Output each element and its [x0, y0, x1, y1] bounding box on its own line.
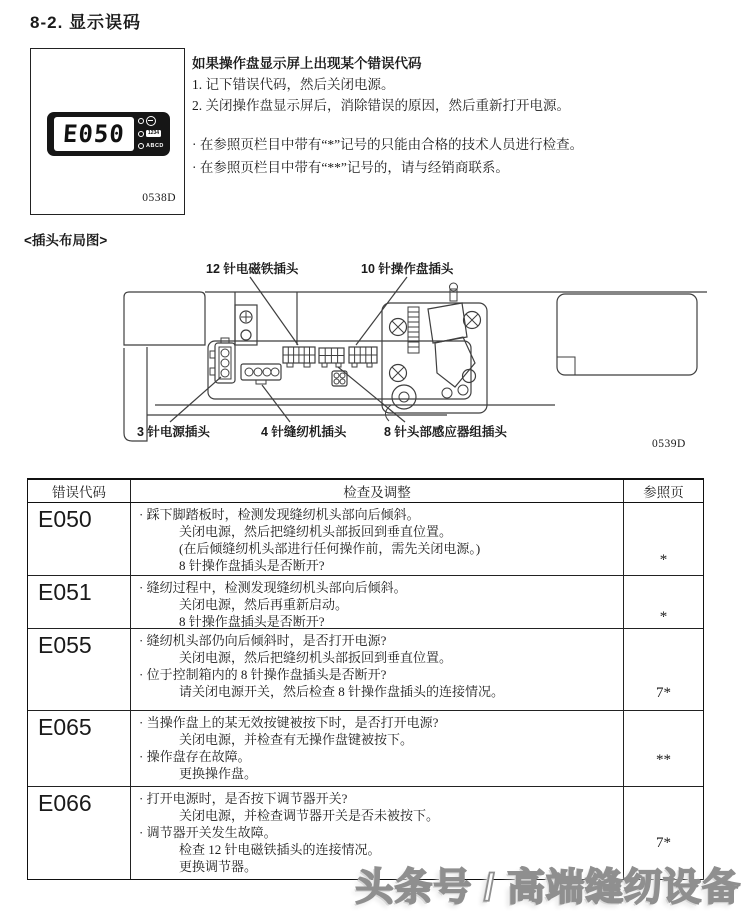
check-line: 更换调节器。	[179, 859, 258, 874]
abcd-label: ABCD	[146, 143, 164, 149]
intro-heading: 如果操作盘显示屏上出现某个错误代码	[192, 56, 422, 71]
check-line: 关闭电源，并检查调节器开关是否未被按下。	[179, 808, 440, 823]
led-dot-icon	[138, 131, 144, 137]
check-line: · 打开电源时，是否按下调节器开关?	[139, 791, 348, 806]
table-row	[28, 711, 703, 788]
error-code: E065	[28, 711, 131, 787]
check-line: · 当操作盘上的某无效按键被按下时，是否打开电源?	[139, 714, 439, 730]
check-cell	[131, 629, 624, 710]
panel-indicators	[138, 116, 168, 151]
step-item: 1. 记下错误代码，然后关闭电源。	[192, 77, 395, 92]
ref-mark: **	[656, 752, 671, 768]
timer-icon	[146, 116, 156, 126]
check-line: · 位于控制箱内的 8 针操作盘插头是否断开?	[139, 667, 387, 682]
error-code: E051	[28, 576, 131, 630]
error-code: E066	[28, 787, 131, 879]
led-dot-icon	[138, 143, 144, 149]
check-line: 关闭电源，然后把缝纫机头部扳回到垂直位置。	[179, 650, 453, 665]
label-12pin-solenoid-connector: 12 针电磁铁插头	[206, 262, 299, 276]
label-8pin-sensor-connector: 8 针头部感应器组插头	[384, 425, 507, 439]
table-row	[28, 576, 703, 630]
check-line: 请关闭电源开关，然后检查 8 针操作盘插头的连接情况。	[179, 684, 505, 699]
led-dot-icon	[138, 118, 144, 124]
check-line: 关闭电源，然后把缝纫机头部扳回到垂直位置。	[179, 524, 453, 539]
check-cell	[131, 503, 624, 575]
error-code-table	[27, 478, 704, 880]
operation-panel	[47, 112, 170, 156]
check-line: 关闭电源，并检查有无操作盘键被按下。	[179, 731, 414, 747]
header-ref-page: 参照页	[643, 485, 684, 500]
check-line: 8 针操作盘插头是否断开?	[179, 613, 325, 629]
figure-number: 0538D	[142, 192, 176, 204]
indicator-row	[138, 116, 168, 126]
watermark: 头条号 / 高端缝纫设备	[355, 867, 741, 909]
check-line: · 缝纫过程中，检测发现缝纫机头部向后倾斜。	[139, 579, 407, 595]
check-line: · 操作盘存在故障。	[139, 748, 251, 764]
check-line: 检查 12 针电磁铁插头的连接情况。	[179, 842, 381, 857]
led-display	[54, 117, 134, 151]
check-line: 更换操作盘。	[179, 765, 258, 781]
figure-number: 0539D	[652, 438, 686, 450]
check-cell	[131, 576, 624, 630]
step-item: 2. 关闭操作盘显示屏后，消除错误的原因，然后重新打开电源。	[192, 98, 570, 113]
error-code: E055	[28, 629, 131, 710]
note-item: · 在参照页栏目中带有“**”记号的，请与经销商联系。	[192, 160, 509, 175]
ref-mark: 7*	[656, 684, 671, 701]
numeric-badge: 1234	[147, 130, 160, 136]
check-cell	[131, 711, 624, 787]
check-line: · 调节器开关发生故障。	[139, 825, 277, 840]
page-title: 8-2. 显示误码	[30, 13, 142, 32]
table-row	[28, 503, 703, 576]
check-line: 8 针操作盘插头是否断开?	[179, 558, 325, 573]
check-line: · 踩下脚踏板时，检测发现缝纫机头部向后倾斜。	[139, 507, 420, 522]
check-line: · 缝纫机头部仍向后倾斜时，是否打开电源?	[139, 633, 387, 648]
diagram-heading: <插头布局图>	[24, 233, 108, 248]
table-header-row	[28, 480, 703, 503]
label-3pin-power-connector: 3 针电源插头	[137, 425, 210, 439]
error-code: E050	[28, 503, 131, 575]
label-10pin-panel-connector: 10 针操作盘插头	[361, 262, 454, 276]
table-row	[28, 629, 703, 711]
ref-mark: *	[659, 608, 668, 625]
error-code-readout: E050	[62, 120, 126, 148]
ref-mark: *	[659, 551, 668, 568]
header-error-code: 错误代码	[28, 480, 131, 502]
indicator-row	[138, 129, 168, 139]
label-4pin-machine-connector: 4 针缝纫机插头	[261, 425, 347, 439]
ref-mark: 7*	[656, 835, 671, 851]
display-figure-box	[30, 48, 185, 215]
indicator-row	[138, 141, 168, 151]
note-item: · 在参照页栏目中带有“*”记号的只能由合格的技术人员进行检查。	[192, 137, 584, 152]
check-line: 关闭电源，然后再重新启动。	[179, 596, 349, 612]
header-check-adjust: 检查及调整	[131, 480, 624, 502]
check-line: (在后倾缝纫机头部进行任何操作前，需先关闭电源。)	[179, 541, 481, 556]
